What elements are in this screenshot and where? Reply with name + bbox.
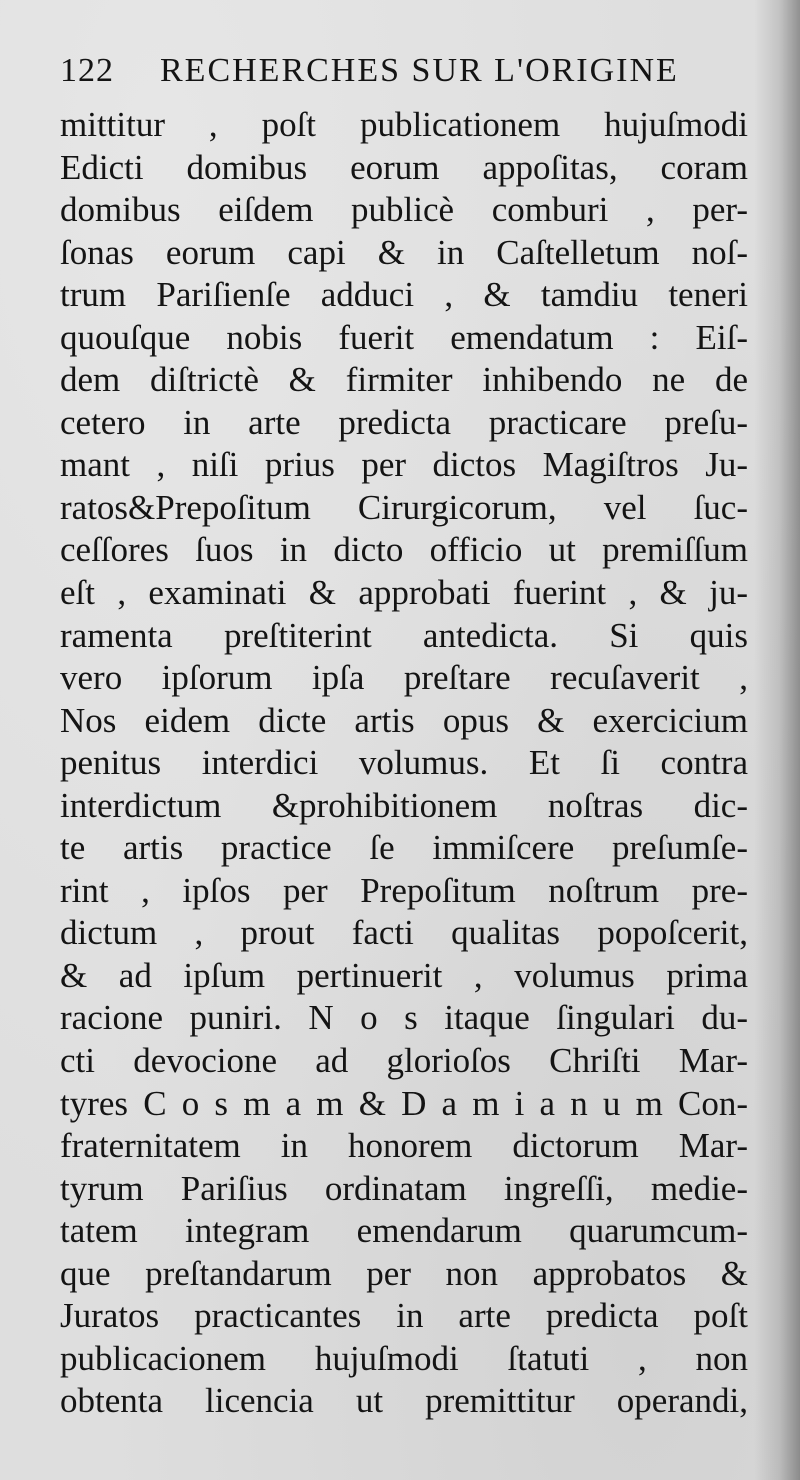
text-line: trum Pariſienſe adduci , & tamdiu teneri [60, 275, 748, 315]
text-line: cti devocione ad glorioſos Chriſti Mar- [60, 1041, 748, 1081]
text-line: ramenta preſtiterint antedicta. Si quis [60, 615, 748, 655]
text-line: penitus interdici volumus. Et ſi contra [60, 743, 748, 783]
page-number: 122 [60, 52, 114, 89]
text-line: interdictum &prohibitionem noſtras dic- [60, 785, 748, 825]
text-line: racione puniri. N o s itaque ſingulari du- [60, 998, 748, 1038]
text-line: ceſſores ſuos in dicto officio ut premiſſum [60, 530, 748, 570]
text-line: obtenta licencia ut premittitur operandi, [60, 1381, 748, 1421]
text-line: Edicti domibus eorum appoſitas, coram [60, 147, 748, 187]
text-line: eſt , examinati & approbati fuerint , & ju- [60, 573, 748, 613]
text-line: ſonas eorum capi & in Caſtelletum noſ- [60, 232, 748, 272]
text-line: mant , niſi prius per dictos Magiſtros Ju- [60, 445, 748, 485]
text-line: que preſtandarum per non approbatos & [60, 1253, 748, 1293]
text-line: Nos eidem dicte artis opus & exercicium [60, 700, 748, 740]
text-line: rint , ipſos per Prepoſitum noſtrum pre- [60, 870, 748, 910]
text-line: te artis practice ſe immiſcere preſumſe- [60, 828, 748, 868]
text-line: Juratos practicantes in arte predicta poſt [60, 1296, 748, 1336]
body-text [60, 104, 748, 1423]
running-title: RECHERCHES SUR L'ORIGINE [160, 52, 679, 89]
text-line: ratos&Prepoſitum Cirurgicorum, vel ſuc- [60, 487, 748, 527]
text-line: fraternitatem in honorem dictorum Mar- [60, 1126, 748, 1166]
text-line: & ad ipſum pertinuerit , volumus prima [60, 955, 748, 995]
text-line: quouſque nobis fuerit emendatum : Eiſ- [60, 317, 748, 357]
text-line: publicacionem hujuſmodi ſtatuti , non [60, 1338, 748, 1378]
text-line: tyrum Pariſius ordinatam ingreſſi, medie- [60, 1168, 748, 1208]
running-head [60, 52, 760, 98]
text-line: mittitur , poſt publicationem hujuſmodi [60, 105, 748, 144]
text-line: tyres C o s m a m & D a m i a n u m Con- [60, 1083, 748, 1123]
page-edge-shadow [754, 0, 800, 1480]
text-line: dem diſtrictè & firmiter inhibendo ne de [60, 360, 748, 400]
text-line: vero ipſorum ipſa preſtare recuſaverit , [60, 658, 748, 698]
text-line: dictum , prout facti qualitas popoſcerit, [60, 913, 748, 953]
text-line: tatem integram emendarum quarumcum- [60, 1211, 748, 1251]
text-line: domibus eiſdem publicè comburi , per- [60, 190, 748, 230]
text-line: cetero in arte predicta practicare preſu- [60, 402, 748, 442]
